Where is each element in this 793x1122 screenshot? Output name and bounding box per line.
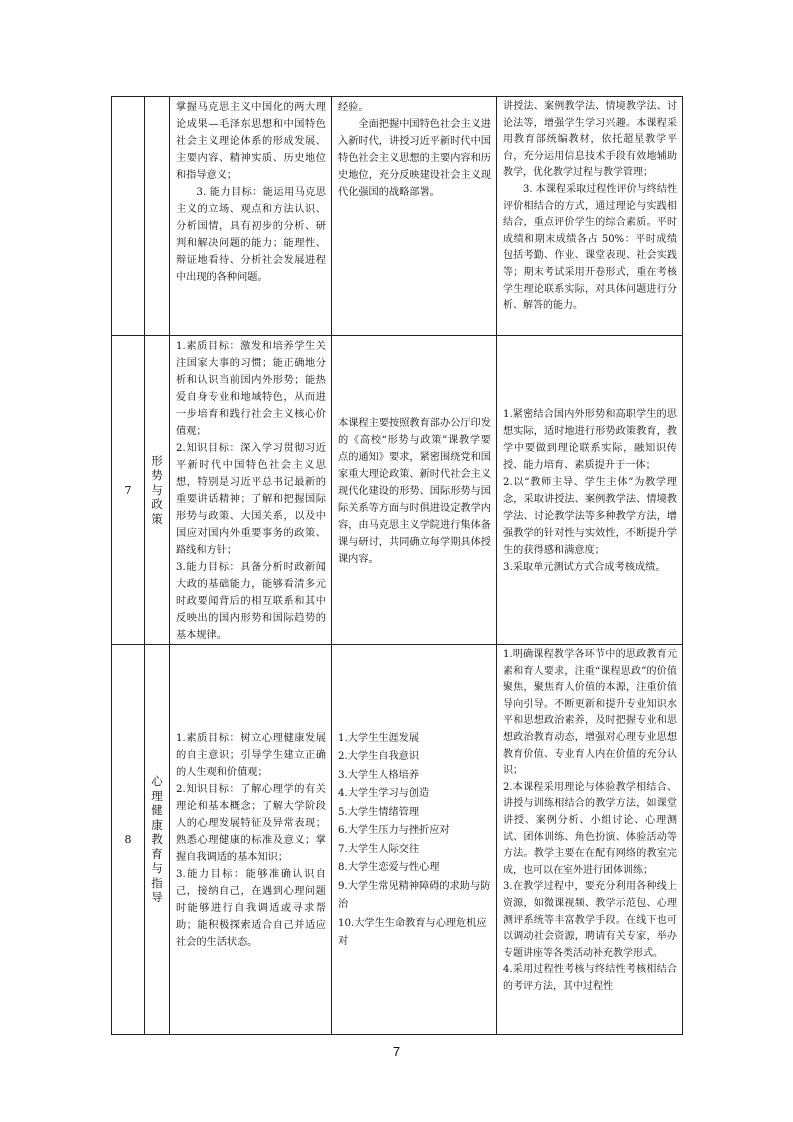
content-text: 本课程主要按照教育部办公厅印发的《高校“形势与政策”课教学要点的通知》要求，紧密围绕党和国家重大理论政策、新时代社会主义现代化建设的形势、国际形势与国际关系等方面与时俱进设定教学内容，由马克思主义学院进行集体备课与研讨，共同确立每学期具体授课内容。 [338, 417, 491, 565]
course-content [332, 336, 497, 645]
course-goals [170, 645, 332, 1035]
course-content [332, 645, 497, 1035]
content-list-item: 7.大学生人际交往 [338, 843, 420, 855]
requirement-text: 2.以“教师主导、学生主体”为教学理念，采取讲授法、案例教学法、情境教学法、讨论教学法等多种教学方法，增强教学的针对性与实效性，不断提升学生的获得感和满意度； [503, 477, 677, 556]
course-name: 形势与政策 [145, 336, 170, 645]
course-name: 心理健康教育与指导 [145, 645, 170, 1035]
content-list-item: 10.大学生生命教育与心理危机应对 [338, 917, 487, 947]
goal-text: 2.知识目标：深入学习贯彻习近平新时代中国特色社会主义思想，特别是习近平总书记最新的重要讲话精神；了解和把握国际形势与政策、大国关系，以及中国应对国内外重要事务的政策、路线和方针； [176, 443, 326, 556]
requirement-text: 3.采取单元测试方式合成考核成绩。 [503, 562, 666, 573]
content-list-item: 2.大学生自我意识 [338, 751, 420, 762]
course-content [332, 97, 497, 336]
requirement-text: 讲授法、案例教学法、情境教学法、讨论法等，增强学生学习兴趣。本课程采用教育部统编教材，依托超星教学平台，充分运用信息技术手段有效地辅助教学，优化教学过程与教学管理； [503, 101, 677, 179]
goal-text: 掌握马克思主义中国化的两大理论成果—毛泽东思想和中国特色社会主义理论体系的形成发展、主要内容、精神实质、历史地位和指导意义； [176, 102, 326, 181]
curriculum-table [111, 96, 683, 1035]
table-row [112, 645, 683, 1035]
teaching-requirements [497, 97, 683, 336]
content-text: 全面把握中国特色社会主义进入新时代，讲授习近平新时代中国特色社会主义思想的主要内容和历史地位，充分反映建设社会主义现代化强国的战略部署。 [338, 119, 491, 198]
content-list-item: 3.大学生人格培养 [338, 769, 420, 781]
page-number: 7 [392, 1044, 401, 1059]
goal-text: 3. 能力目标：能运用马克思主义的立场、观点和方法认识、分析国情，具有初步的分析、研判和解决问题的能力；能理性、辩证地看待、分析社会发展进程中出现的各种问题。 [176, 187, 326, 283]
table-row [112, 97, 683, 336]
goal-text: 1.素质目标：激发和培养学生关注国家大事的习惯；能正确地分析和认识当前国内外形势；能热爱自身专业和地域特色，从而进一步培育和践行社会主义核心价值观； [176, 341, 326, 437]
table-row [112, 336, 683, 645]
content-list-item: 8.大学生恋爱与性心理 [338, 862, 440, 873]
requirement-text: 3. 本课程采取过程性评价与终结性评价相结合的方式，通过理论与实践相结合，重点评价学生的综合素质。平时成绩和期末成绩各占 50%：平时成绩包括考勤、作业、课堂表现、社会实践等；期末考试采用开卷形式，重在考核学生理论联系实际，对具体问题进行分析、解答的能力。 [503, 183, 677, 312]
course-goals [170, 97, 332, 336]
content-list-item: 1.大学生生涯发展 [338, 732, 420, 744]
content-text: 经验。 [338, 102, 369, 113]
goal-text: 3.能力目标：具备分析时政新闻大政的基础能力，能够看清多元时政要闻背后的相互联系和其中反映出的国内形势和国际趋势的基本规律。 [176, 562, 326, 641]
teaching-requirements [497, 336, 683, 645]
course-goals [170, 336, 332, 645]
row-number: 7 [112, 336, 145, 645]
requirement-text: 3.在教学过程中，要充分利用各种线上资源，如微课视频、教学示范包、心理测评系统等丰富教学手段。在线下也可以调动社会资源，聘请有关专家，举办专题讲座等各类活动补充教学形式。 [503, 881, 677, 959]
requirement-text: 4.采用过程性考核与终结性考核相结合的考评方法，其中过程性 [503, 964, 677, 992]
content-list-item: 9.大学生常见精神障碍的求助与防治 [338, 880, 491, 910]
goal-text: 1.素质目标：树立心理健康发展的自主意识；引导学生建立正确的人生观和价值观； [176, 733, 326, 778]
teaching-requirements [497, 645, 683, 1035]
course-name [145, 97, 170, 336]
row-number [112, 97, 145, 336]
row-number: 8 [112, 645, 145, 1035]
requirement-text: 1.紧密结合国内外形势和高职学生的思想实际，适时地进行形势政策教育，教学中要做到理论联系实际，融知识传授、能力培育、素质提升于一体； [503, 409, 677, 471]
requirement-text: 2.本课程采用理论与体验教学相结合、讲授与训练相结合的教学方法，如课堂讲授、案例分析、小组讨论、心理测试、团体训练、角色扮演、体验活动等方法。教学主要在在配有网络的教室完成，也可以在室外进行团体训练； [503, 781, 677, 876]
content-list-item: 6.大学生压力与挫折应对 [338, 825, 450, 836]
requirement-text: 1.明确课程教学各环节中的思政教育元素和育人要求，注重“课程思政”的价值聚焦，聚焦育人价值的本源，注重价值导向引导。不断更新和提升专业知识水平和思想政治素养，及时把握专业和思想政治教育动态，增强对心理专业思想教育价值、专业育人内在价值的充分认识； [503, 649, 677, 777]
content-list-item: 5.大学生情绪管理 [338, 806, 420, 818]
content-list-item: 4.大学生学习与创造 [338, 788, 430, 799]
goal-text: 2.知识目标：了解心理学的有关理论和基本概念；了解大学阶段人的心理发展特征及异常表现；熟悉心理健康的标准及意义；掌握自我调适的基本知识； [176, 784, 326, 863]
goal-text: 3.能力目标：能够准确认识自己，接纳自己，在遇到心理问题时能够进行自我调适或寻求帮助；能积极探索适合自己并适应社会的生活状态。 [176, 869, 326, 948]
